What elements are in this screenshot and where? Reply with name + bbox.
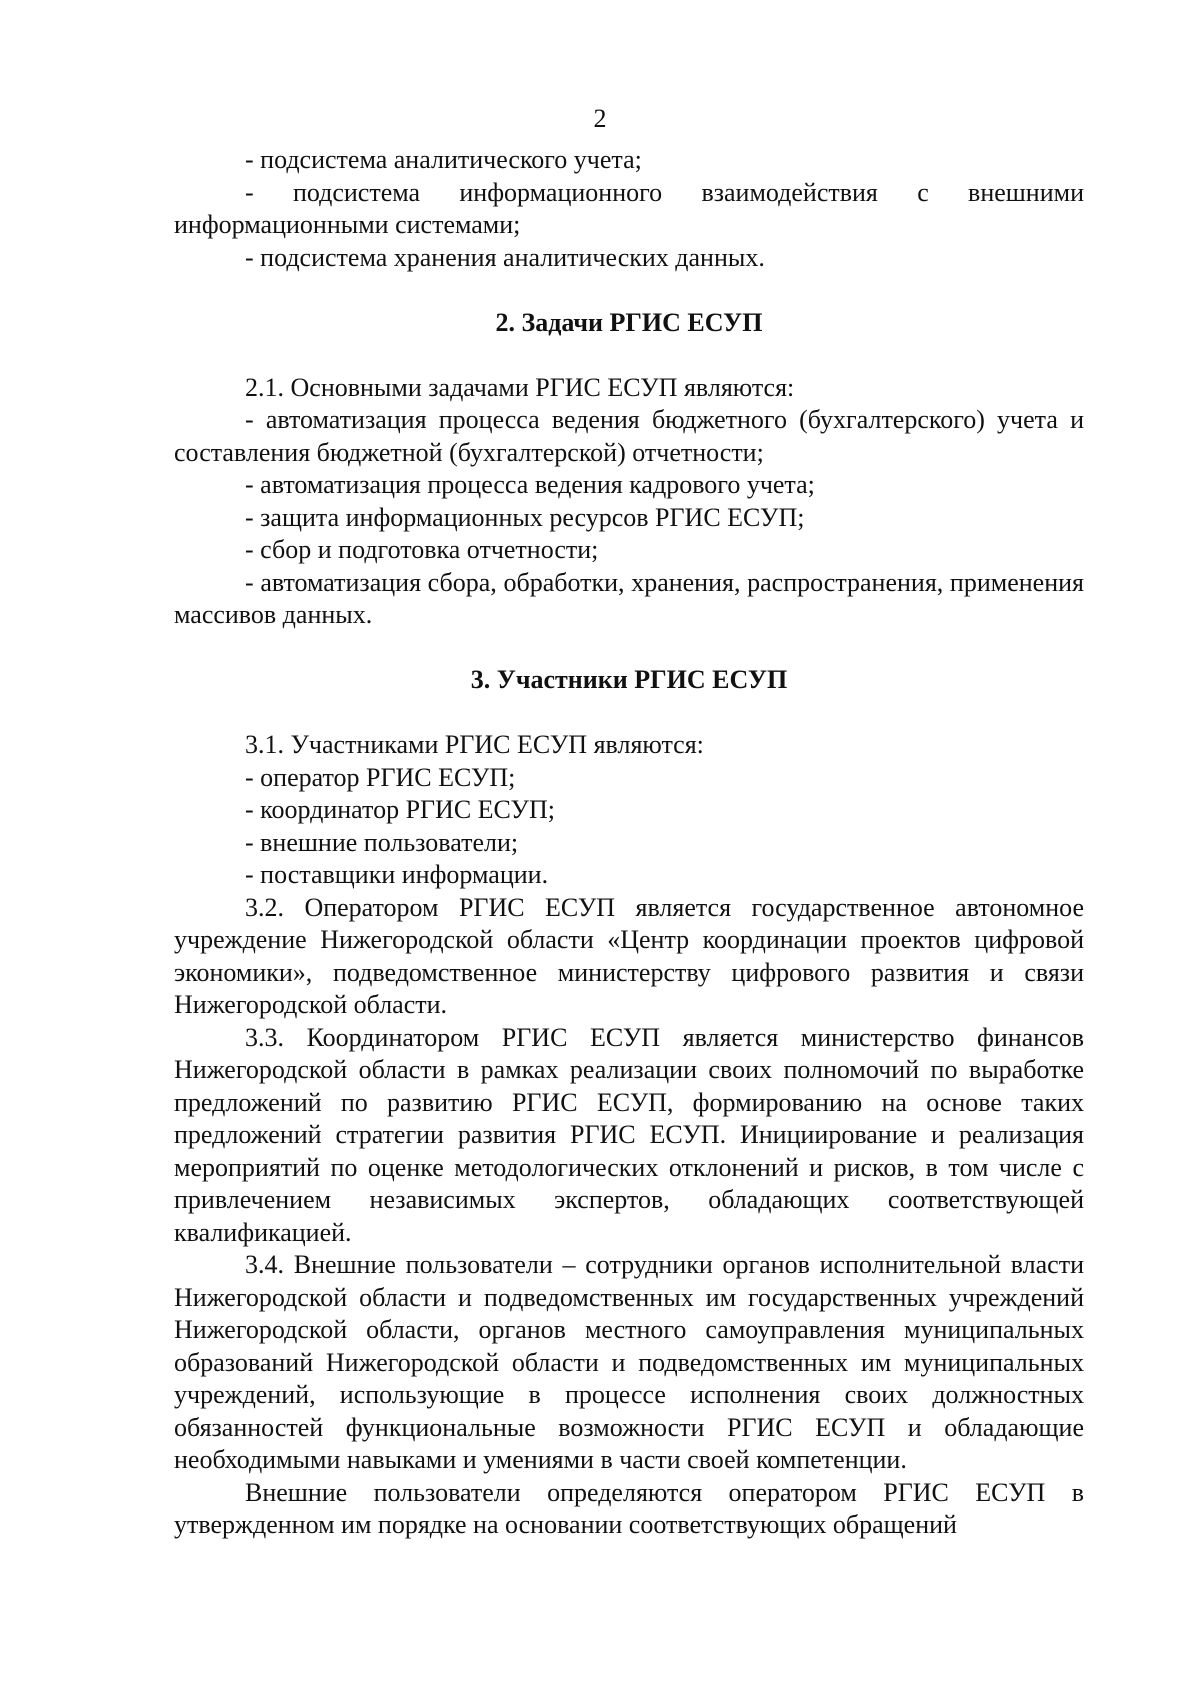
participants-intro: 3.1. Участниками РГИС ЕСУП являются: xyxy=(245,730,704,759)
external-users-definition-paragraph: Внешние пользователи определяются оператором РГИС ЕСУП в утвержденном им порядке на основании соответствующих обращений xyxy=(174,1477,1084,1539)
section-heading-tasks: 2. Задачи РГИС ЕСУП xyxy=(495,307,763,337)
spacer xyxy=(174,339,1084,372)
spacer xyxy=(174,274,1084,307)
coordinator-paragraph: 3.3. Координатором РГИС ЕСУП является министерство финансов Нижегородской области в рамках реализации своих полномочий по выработке предложений по развитию РГИС ЕСУП, формированию на основе таких предложений стратегии развития РГИС ЕСУП. Инициирование и реализация мероприятий по оценке методологических отклонений и рисков, в том числе с привлечением независимых экспертов, обладающих соответствующей квалификацией. xyxy=(174,1022,1084,1247)
subsystem-storage-item: - подсистема хранения аналитических данных. xyxy=(245,242,765,272)
operator-paragraph: 3.2. Оператором РГИС ЕСУП является государственное автономное учреждение Нижегородской области «Центр координации проектов цифровой экономики», подведомственное министерству цифрового развития и связи Нижегородской области. xyxy=(174,892,1084,1019)
participant-item: - внешние пользователи; xyxy=(245,827,519,857)
participant-item: - оператор РГИС ЕСУП; xyxy=(245,762,516,792)
task-item: - сбор и подготовка отчетности; xyxy=(245,535,599,564)
task-item: - автоматизация процесса ведения кадрового учета; xyxy=(245,470,815,499)
task-item: - защита информационных ресурсов РГИС ЕСУП; xyxy=(245,502,805,532)
document-body xyxy=(174,144,1084,1542)
subsystem-analytics-item: - подсистема аналитического учета; xyxy=(245,145,642,174)
participant-item: - координатор РГИС ЕСУП; xyxy=(245,795,555,824)
task-item: - автоматизация сбора, обработки, хранения, распространения, применения массивов данных. xyxy=(174,567,1084,629)
spacer xyxy=(174,697,1084,730)
spacer xyxy=(174,632,1084,665)
external-users-paragraph: 3.4. Внешние пользователи – сотрудники органов исполнительной власти Нижегородской области и подведомственных им государственных учреждений Нижегородской области, органов местного самоуправления муниципальных образований Нижегородской области и подведомственных им муниципальных учреждений, использующие в процессе исполнения своих должностных обязанностей функциональные возможности РГИС ЕСУП и обладающие необходимыми навыками и умениями в части своей компетенции. xyxy=(174,1250,1084,1474)
tasks-intro: 2.1. Основными задачами РГИС ЕСУП являются: xyxy=(245,372,795,402)
task-item: - автоматизация процесса ведения бюджетного (бухгалтерского) учета и составления бюджетной (бухгалтерской) отчетности; xyxy=(174,405,1084,467)
page-number: 2 xyxy=(593,104,607,133)
section-heading-participants: 3. Участники РГИС ЕСУП xyxy=(470,665,788,694)
participant-item: - поставщики информации. xyxy=(245,860,549,889)
subsystem-interaction-item: - подсистема информационного взаимодействия с внешними информационными системами; xyxy=(174,177,1084,239)
